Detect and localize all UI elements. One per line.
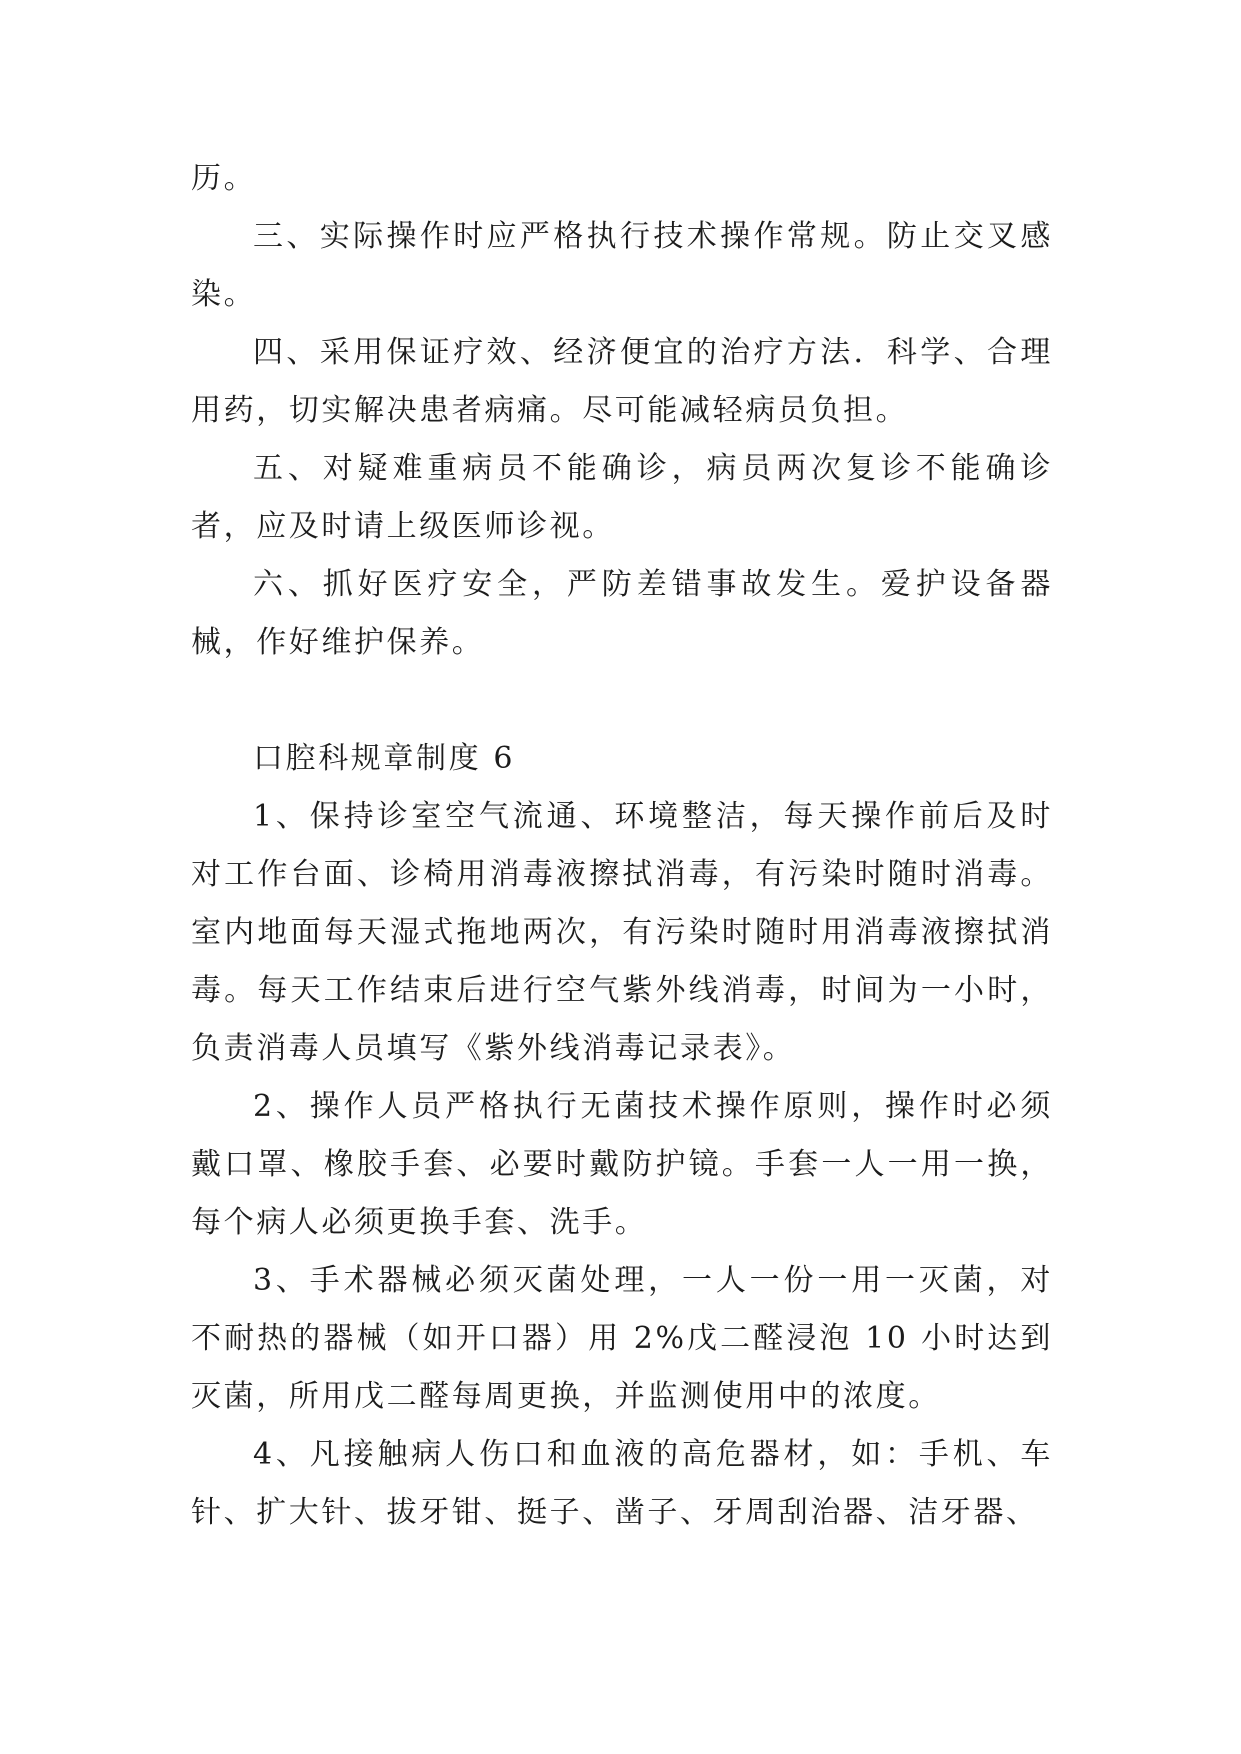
section-paragraph-2: 2、操作人员严格执行无菌技术操作原则，操作时必须戴口罩、橡胶手套、必要时戴防护镜。手套一人一用一换，每个病人必须更换手套、洗手。 [191, 1089, 1053, 1240]
section-title: 口腔科规章制度 6 [253, 741, 516, 776]
paragraph-continuation: 历。 [191, 161, 257, 196]
document-body [191, 150, 1053, 1542]
paragraph-rule-3: 三、实际操作时应严格执行技术操作常规。防止交叉感染。 [191, 219, 1053, 312]
section-paragraph-1: 1、保持诊室空气流通、环境整洁，每天操作前后及时对工作台面、诊椅用消毒液擦拭消毒，有污染时随时消毒。室内地面每天湿式拖地两次，有污染时随时用消毒液擦拭消毒。每天工作结束后进行空气紫外线消毒，时间为一小时，负责消毒人员填写《紫外线消毒记录表》。 [191, 799, 1053, 1066]
paragraph-rule-6: 六、抓好医疗安全，严防差错事故发生。爱护设备器械，作好维护保养。 [191, 567, 1053, 660]
paragraph-rule-4: 四、采用保证疗效、经济便宜的治疗方法．科学、合理用药，切实解决患者病痛。尽可能减轻病员负担。 [191, 335, 1053, 428]
section-paragraph-3: 3、手术器械必须灭菌处理，一人一份一用一灭菌，对不耐热的器械（如开口器）用 2%戊二醛浸泡 10 小时达到灭菌，所用戊二醛每周更换，并监测使用中的浓度。 [191, 1263, 1053, 1414]
section-gap [191, 672, 1053, 730]
paragraph-rule-5: 五、对疑难重病员不能确诊，病员两次复诊不能确诊者，应及时请上级医师诊视。 [191, 451, 1053, 544]
section-paragraph-4: 4、凡接触病人伤口和血液的高危器材，如：手机、车针、扩大针、拔牙钳、挺子、凿子、牙周刮治器、洁牙器、 [191, 1437, 1053, 1530]
